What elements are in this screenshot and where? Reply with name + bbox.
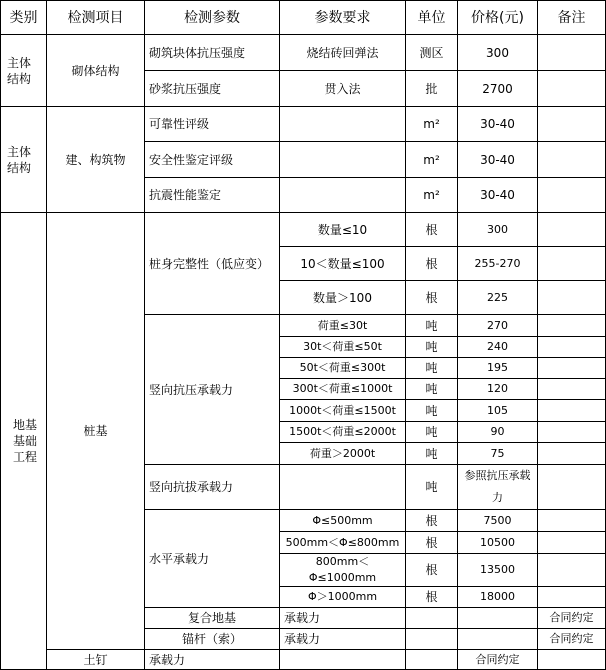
param-cell: 桩身完整性（低应变） <box>145 213 280 315</box>
item-cell: 桩基 <box>47 213 145 650</box>
unit-cell: 吨 <box>406 443 458 465</box>
note-cell <box>538 510 606 532</box>
price-cell: 90 <box>458 422 538 443</box>
unit-cell: 根 <box>406 213 458 247</box>
header-param: 检测参数 <box>145 1 280 35</box>
price-cell: 120 <box>458 379 538 400</box>
note-cell <box>538 532 606 554</box>
note-cell <box>538 71 606 107</box>
note-cell <box>538 358 606 379</box>
unit-cell: 吨 <box>406 337 458 358</box>
header-note: 备注 <box>538 1 606 35</box>
unit-cell: 根 <box>406 554 458 587</box>
requirement-cell: 贯入法 <box>280 71 406 107</box>
requirement-cell: 1500t＜荷重≤2000t <box>280 422 406 443</box>
note-cell <box>538 422 606 443</box>
item-cell: 土钉 <box>47 650 145 670</box>
note-cell <box>538 400 606 422</box>
unit-cell: 根 <box>406 510 458 532</box>
note-cell <box>538 142 606 178</box>
requirement-cell <box>280 178 406 213</box>
note-cell <box>538 379 606 400</box>
unit-cell: 吨 <box>406 400 458 422</box>
param-cell: 竖向抗压承载力 <box>145 315 280 465</box>
param-cell: 水平承载力 <box>145 510 280 608</box>
requirement-cell: 50t＜荷重≤300t <box>280 358 406 379</box>
header-item: 检测项目 <box>47 1 145 35</box>
param-cell: 竖向抗拔承载力 <box>145 465 280 510</box>
requirement-cell <box>406 629 458 650</box>
note-cell <box>538 178 606 213</box>
price-cell: 75 <box>458 443 538 465</box>
price-cell: 240 <box>458 337 538 358</box>
note-cell <box>538 443 606 465</box>
unit-cell: 吨 <box>406 315 458 337</box>
param-cell: 承载力 <box>280 608 406 629</box>
requirement-cell: 500mm＜Φ≤800mm <box>280 532 406 554</box>
note-cell <box>538 281 606 315</box>
unit-cell: 根 <box>406 532 458 554</box>
requirement-cell: 1000t＜荷重≤1500t <box>280 400 406 422</box>
price-cell: 300 <box>458 213 538 247</box>
requirement-cell: 30t＜荷重≤50t <box>280 337 406 358</box>
note-cell <box>538 465 606 510</box>
price-cell: 合同约定 <box>458 650 538 670</box>
param-cell: 砌筑块体抗压强度 <box>145 35 280 71</box>
unit-cell: 根 <box>406 247 458 281</box>
requirement-cell: 300t＜荷重≤1000t <box>280 379 406 400</box>
category-cell: 主体结构 <box>1 35 47 107</box>
header-category: 类别 <box>1 1 47 35</box>
price-cell: 30-40 <box>458 107 538 142</box>
unit-cell <box>458 629 538 650</box>
price-cell: 30-40 <box>458 142 538 178</box>
requirement-cell: 荷重＞2000t <box>280 443 406 465</box>
param-cell: 承载力 <box>280 629 406 650</box>
note-cell <box>538 650 606 670</box>
unit-cell: m² <box>406 178 458 213</box>
note-cell <box>538 337 606 358</box>
price-cell: 合同约定 <box>538 608 606 629</box>
requirement-cell: 10＜数量≤100 <box>280 247 406 281</box>
requirement-cell <box>280 465 406 510</box>
requirement-cell <box>280 142 406 178</box>
item-cell: 砌体结构 <box>47 35 145 107</box>
param-cell: 可靠性评级 <box>145 107 280 142</box>
requirement-cell: 烧结砖回弹法 <box>280 35 406 71</box>
price-cell: 105 <box>458 400 538 422</box>
price-cell: 225 <box>458 281 538 315</box>
note-cell <box>538 554 606 587</box>
price-cell: 参照抗压承载力 <box>458 465 538 510</box>
price-cell: 195 <box>458 358 538 379</box>
param-cell: 安全性鉴定评级 <box>145 142 280 178</box>
price-cell: 270 <box>458 315 538 337</box>
price-cell: 255-270 <box>458 247 538 281</box>
param-cell: 砂浆抗压强度 <box>145 71 280 107</box>
param-cell: 抗震性能鉴定 <box>145 178 280 213</box>
table-row <box>1 107 606 142</box>
header-requirement: 参数要求 <box>280 1 406 35</box>
item-cell: 锚杆（索） <box>145 629 280 650</box>
price-cell: 7500 <box>458 510 538 532</box>
unit-cell: m² <box>406 107 458 142</box>
price-cell: 300 <box>458 35 538 71</box>
note-cell <box>538 213 606 247</box>
price-cell: 18000 <box>458 587 538 608</box>
price-cell: 30-40 <box>458 178 538 213</box>
header-unit: 单位 <box>406 1 458 35</box>
unit-cell: 批 <box>406 71 458 107</box>
requirement-cell <box>280 650 406 670</box>
table-row <box>1 35 606 71</box>
note-cell <box>538 315 606 337</box>
param-cell: 承载力 <box>145 650 280 670</box>
price-cell: 13500 <box>458 554 538 587</box>
requirement-cell: 800mm＜Φ≤1000mm <box>280 554 406 587</box>
requirement-cell: 数量≤10 <box>280 213 406 247</box>
price-cell: 10500 <box>458 532 538 554</box>
unit-cell: 吨 <box>406 358 458 379</box>
unit-cell <box>458 608 538 629</box>
note-cell <box>538 107 606 142</box>
requirement-cell <box>406 608 458 629</box>
note-cell <box>538 35 606 71</box>
table-row <box>1 213 606 247</box>
unit-cell: 根 <box>406 281 458 315</box>
header-row <box>1 1 606 35</box>
requirement-cell <box>280 107 406 142</box>
requirement-cell: Φ≤500mm <box>280 510 406 532</box>
requirement-cell: 数量＞100 <box>280 281 406 315</box>
unit-cell <box>406 650 458 670</box>
unit-cell: 根 <box>406 587 458 608</box>
price-cell: 合同约定 <box>538 629 606 650</box>
unit-cell: m² <box>406 142 458 178</box>
unit-cell: 测区 <box>406 35 458 71</box>
price-cell: 2700 <box>458 71 538 107</box>
item-cell: 建、构筑物 <box>47 107 145 213</box>
unit-cell: 吨 <box>406 422 458 443</box>
table-row <box>1 650 606 670</box>
category-cell: 地基基础工程 <box>1 213 47 670</box>
note-cell <box>538 247 606 281</box>
unit-cell: 吨 <box>406 465 458 510</box>
category-cell: 主体结构 <box>1 107 47 213</box>
requirement-cell: Φ＞1000mm <box>280 587 406 608</box>
item-cell: 复合地基 <box>145 608 280 629</box>
header-price: 价格(元) <box>458 1 538 35</box>
requirement-cell: 荷重≤30t <box>280 315 406 337</box>
note-cell <box>538 587 606 608</box>
unit-cell: 吨 <box>406 379 458 400</box>
